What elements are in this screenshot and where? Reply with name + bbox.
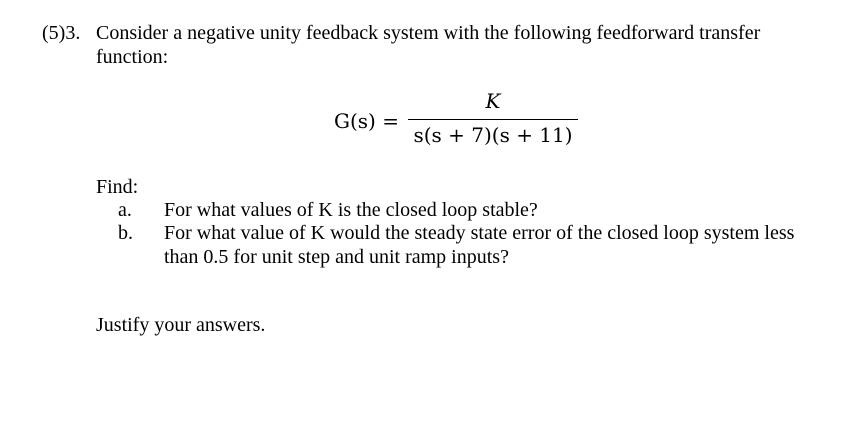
item-b-letter: b. [118,222,133,244]
equation-lhs: G(s) = [334,109,399,133]
equation-numerator: K [485,89,501,113]
item-b-text: For what value of K would the steady state error of the closed loop system less than 0.5 for unit step and unit ramp inputs? [164,222,795,268]
question-text: Consider a negative unity feedback system with the following feedforward transfer function: [96,22,761,68]
fraction-bar [408,119,578,120]
transfer-function-equation [334,88,594,158]
justify-instruction: Justify your answers. [96,314,266,336]
find-label: Find: [96,176,139,198]
question-number: (5)3. [42,22,81,44]
item-a-letter: a. [118,199,132,221]
item-a-text: For what values of K is the closed loop stable? [164,199,538,221]
equation-denominator: s(s + 7)(s + 11) [413,123,573,147]
